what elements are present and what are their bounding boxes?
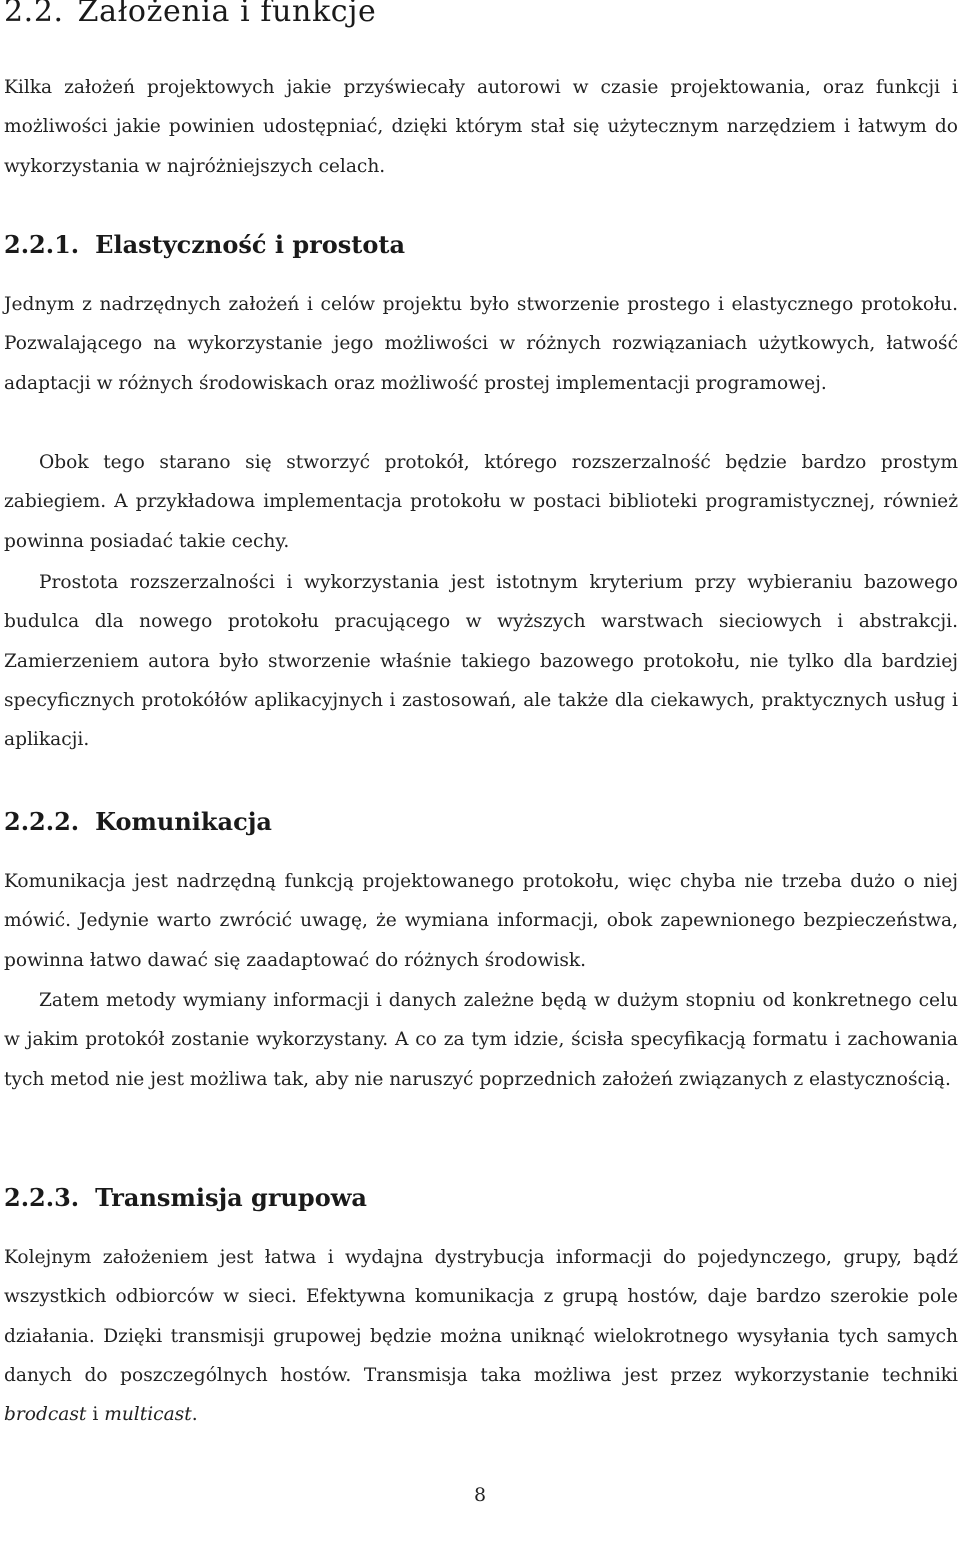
subsection-heading-elasticity [4,230,405,259]
subsection-title: Komunikacja [95,807,272,836]
subsection-title: Transmisja grupowa [95,1183,367,1212]
sentence-end: . [191,1404,198,1426]
conjunction: i [86,1404,105,1426]
section-number: 2.2. [4,0,64,29]
subsection-number: 2.2.3. [4,1183,80,1212]
page-number: 8 [473,1484,487,1506]
subsection-heading-communication [4,807,272,836]
paragraph [4,1238,958,1434]
subsection-heading-group-transmission [4,1183,367,1212]
section-intro-paragraph: Kilka założeń projektowych jakie przyświecały autorowi w czasie projektowania, oraz funkcji i możliwości jakie powinien udostępniać, dzięki którym stał się użytecznym narzędziem i łatwym do wykorzystania w najróżniejszych celach. [4,77,958,177]
term-multicast: multicast [104,1404,192,1426]
paragraph: Zatem metody wymiany informacji i danych zależne będą w dużym stopniu od konkretnego celu w jakim protokół zostanie wykorzystany. A co za tym idzie, ścisła specyfikacją formatu i zachowania tych metod nie jest możliwa tak, aby nie naruszyć poprzednich założeń związanych z elastycznością. [4,990,958,1090]
paragraph: Komunikacja jest nadrzędną funkcją projektowanego protokołu, więc chyba nie trzeba dużo o niej mówić. Jedynie warto zwrócić uwagę, że wymiana informacji, obok zapewnionego bezpieczeństwa, powinna łatwo dawać się zaadaptować do różnych środowisk. [4,871,958,971]
subsection-number: 2.2.2. [4,807,80,836]
section-heading [4,0,376,29]
paragraph-text: Kolejnym założeniem jest łatwa i wydajna dystrybucja informacji do pojedynczego, grupy, bądź wszystkich odbiorców w sieci. Efektywna komunikacja z grupą hostów, daje bardzo szerokie pole działania. Dzięki transmisji grupowej będzie można uniknąć wielokrotnego wysyłania tych samych danych do poszczególnych hostów. Transmisja taka możliwa jest przez wykorzystanie techniki [4,1247,958,1386]
subsection-number: 2.2.1. [4,230,80,259]
term-broadcast: brodcast [4,1404,87,1426]
section-title: Założenia i funkcje [77,0,377,29]
subsection-title: Elastyczność i prostota [95,230,406,259]
paragraph: Prostota rozszerzalności i wykorzystania jest istotnym kryterium przy wybieraniu bazowego budulca dla nowego protokołu pracującego w wyższych warstwach sieciowych i abstrakcji. Zamierzeniem autora było stworzenie właśnie takiego bazowego protokołu, nie tylko dla bardziej specyficznych protokółów aplikacyjnych i zastosowań, ale także dla ciekawych, praktycznych usług i aplikacji. [4,572,958,751]
paragraph: Jednym z nadrzędnych założeń i celów projektu było stworzenie prostego i elastycznego protokołu. Pozwalającego na wykorzystanie jego możliwości w różnych rozwiązaniach użytkowych, łatwość adaptacji w różnych środowiskach oraz możliwość prostej implementacji programowej. [4,294,958,394]
paragraph: Obok tego starano się stworzyć protokół, którego rozszerzalność będzie bardzo prostym zabiegiem. A przykładowa implementacja protokołu w postaci biblioteki programistycznej, również powinna posiadać takie cechy. [4,452,958,552]
